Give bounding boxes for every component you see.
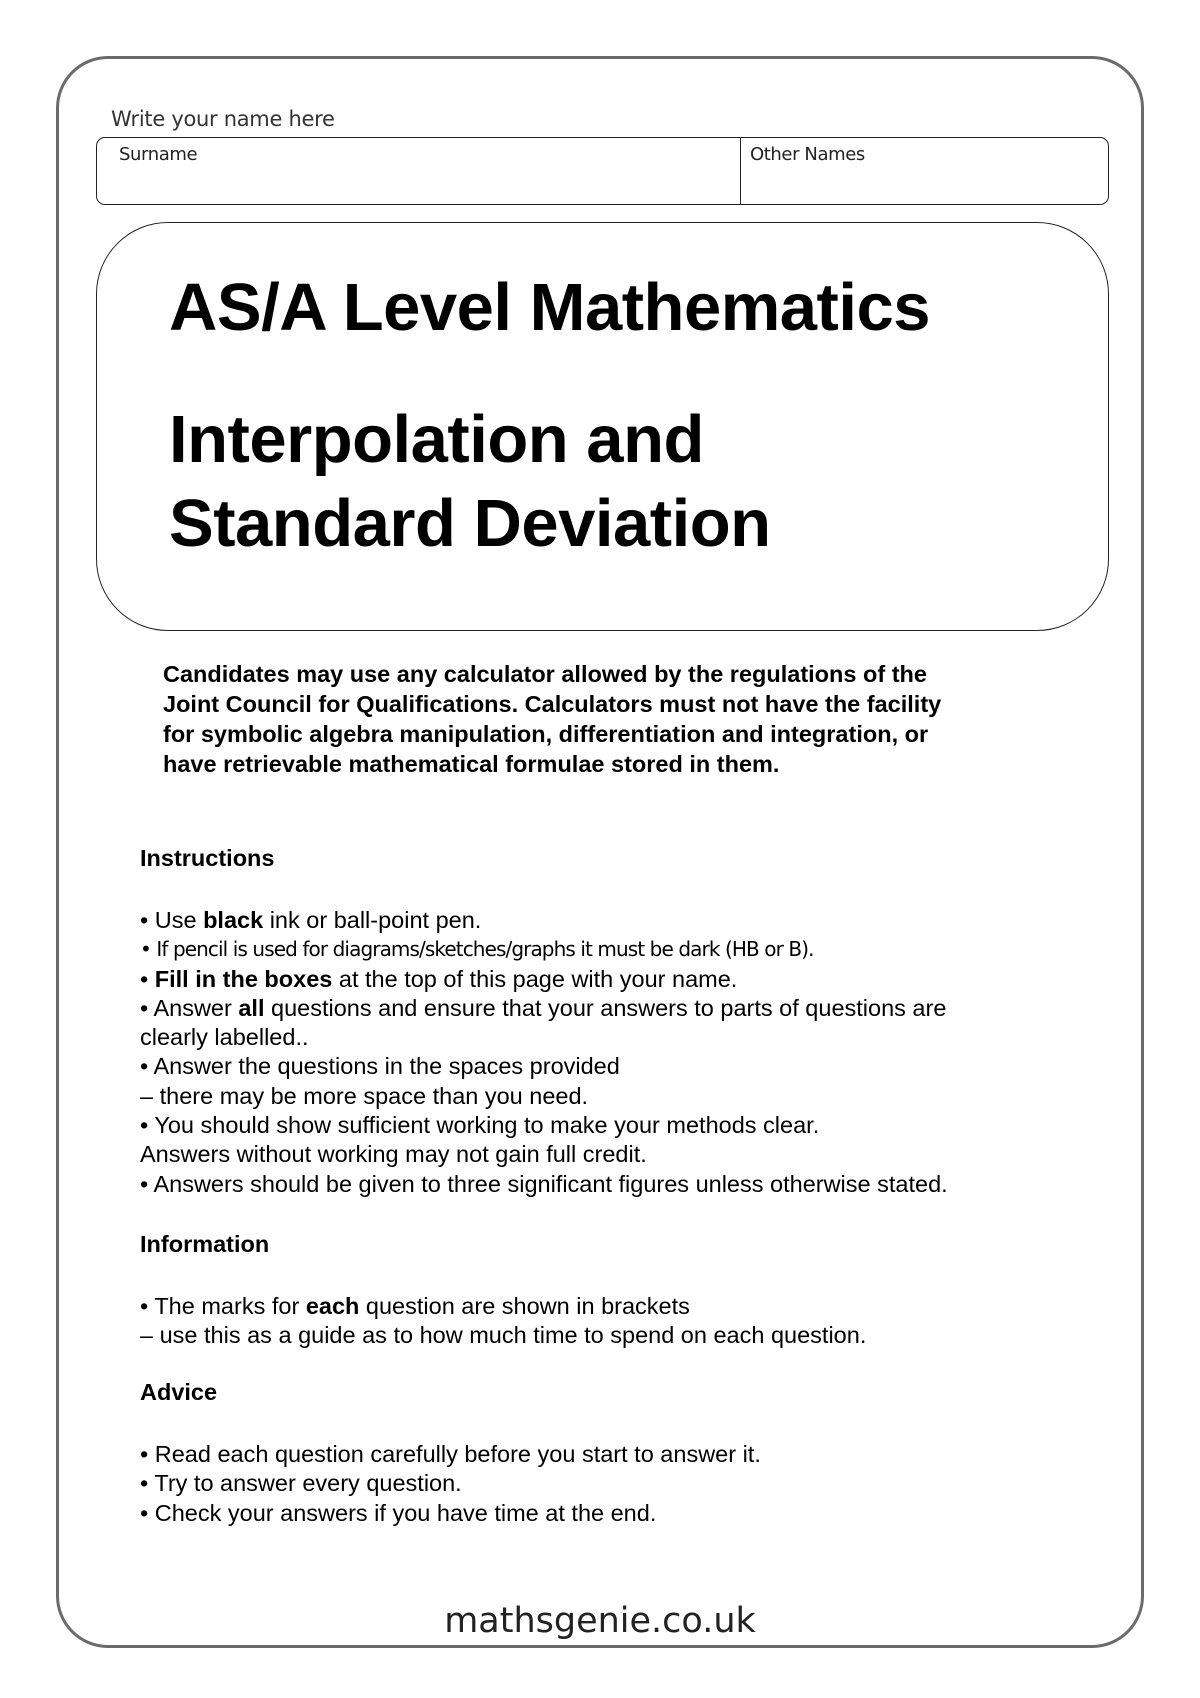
surname-label: Surname bbox=[119, 144, 198, 165]
instructions-heading: Instructions bbox=[140, 845, 275, 871]
list-item-continuation: clearly labelled.. bbox=[140, 1024, 309, 1051]
list-item: • Check your answers if you have time at the end. bbox=[140, 1499, 657, 1526]
footer-site: mathsgenie.co.uk bbox=[444, 1601, 756, 1641]
instructions-list bbox=[140, 906, 1140, 1199]
name-prompt: Write your name here bbox=[111, 107, 335, 131]
calculator-notice-line: Joint Council for Qualifications. Calculators must not have the facility bbox=[163, 691, 942, 717]
list-item-continuation: – there may be more space than you need. bbox=[140, 1082, 589, 1109]
list-item: • Try to answer every question. bbox=[140, 1470, 462, 1497]
other-names-label: Other Names bbox=[750, 144, 865, 165]
list-item-continuation: – use this as a guide as to how much time to spend on each question. bbox=[140, 1322, 867, 1349]
topic-title-line-1: Interpolation and bbox=[169, 402, 704, 477]
information-list bbox=[140, 1292, 1140, 1351]
calculator-notice-line: Candidates may use any calculator allowed by the regulations of the bbox=[163, 661, 927, 687]
calculator-notice-line: have retrievable mathematical formulae stored in them. bbox=[163, 751, 780, 777]
advice-heading: Advice bbox=[140, 1379, 218, 1405]
page-title: AS/A Level Mathematics bbox=[169, 270, 931, 345]
calculator-notice bbox=[163, 659, 1063, 779]
list-item: • Answer the questions in the spaces provided bbox=[140, 1053, 620, 1080]
list-item-continuation: Answers without working may not gain full credit. bbox=[140, 1141, 647, 1168]
information-heading: Information bbox=[140, 1231, 270, 1257]
topic-title bbox=[169, 398, 771, 566]
name-divider bbox=[740, 138, 741, 204]
advice-list bbox=[140, 1440, 1140, 1528]
topic-title-line-2: Standard Deviation bbox=[169, 486, 771, 561]
list-item: • If pencil is used for diagrams/sketches/graphs it must be dark (HB or B). bbox=[140, 937, 814, 962]
calculator-notice-line: for symbolic algebra manipulation, differentiation and integration, or bbox=[163, 721, 929, 747]
list-item: • Read each question carefully before you start to answer it. bbox=[140, 1441, 761, 1467]
name-entry-box bbox=[96, 137, 1109, 205]
list-item: • Answer all questions and ensure that your answers to parts of questions are bbox=[140, 994, 947, 1021]
list-item: • Use black ink or ball-point pen. bbox=[140, 907, 482, 933]
list-item: • The marks for each question are shown in brackets bbox=[140, 1293, 690, 1319]
list-item: • Answers should be given to three significant figures unless otherwise stated. bbox=[140, 1170, 948, 1197]
list-item: • You should show sufficient working to make your methods clear. bbox=[140, 1112, 820, 1139]
list-item: • Fill in the boxes at the top of this page with your name. bbox=[140, 965, 738, 992]
